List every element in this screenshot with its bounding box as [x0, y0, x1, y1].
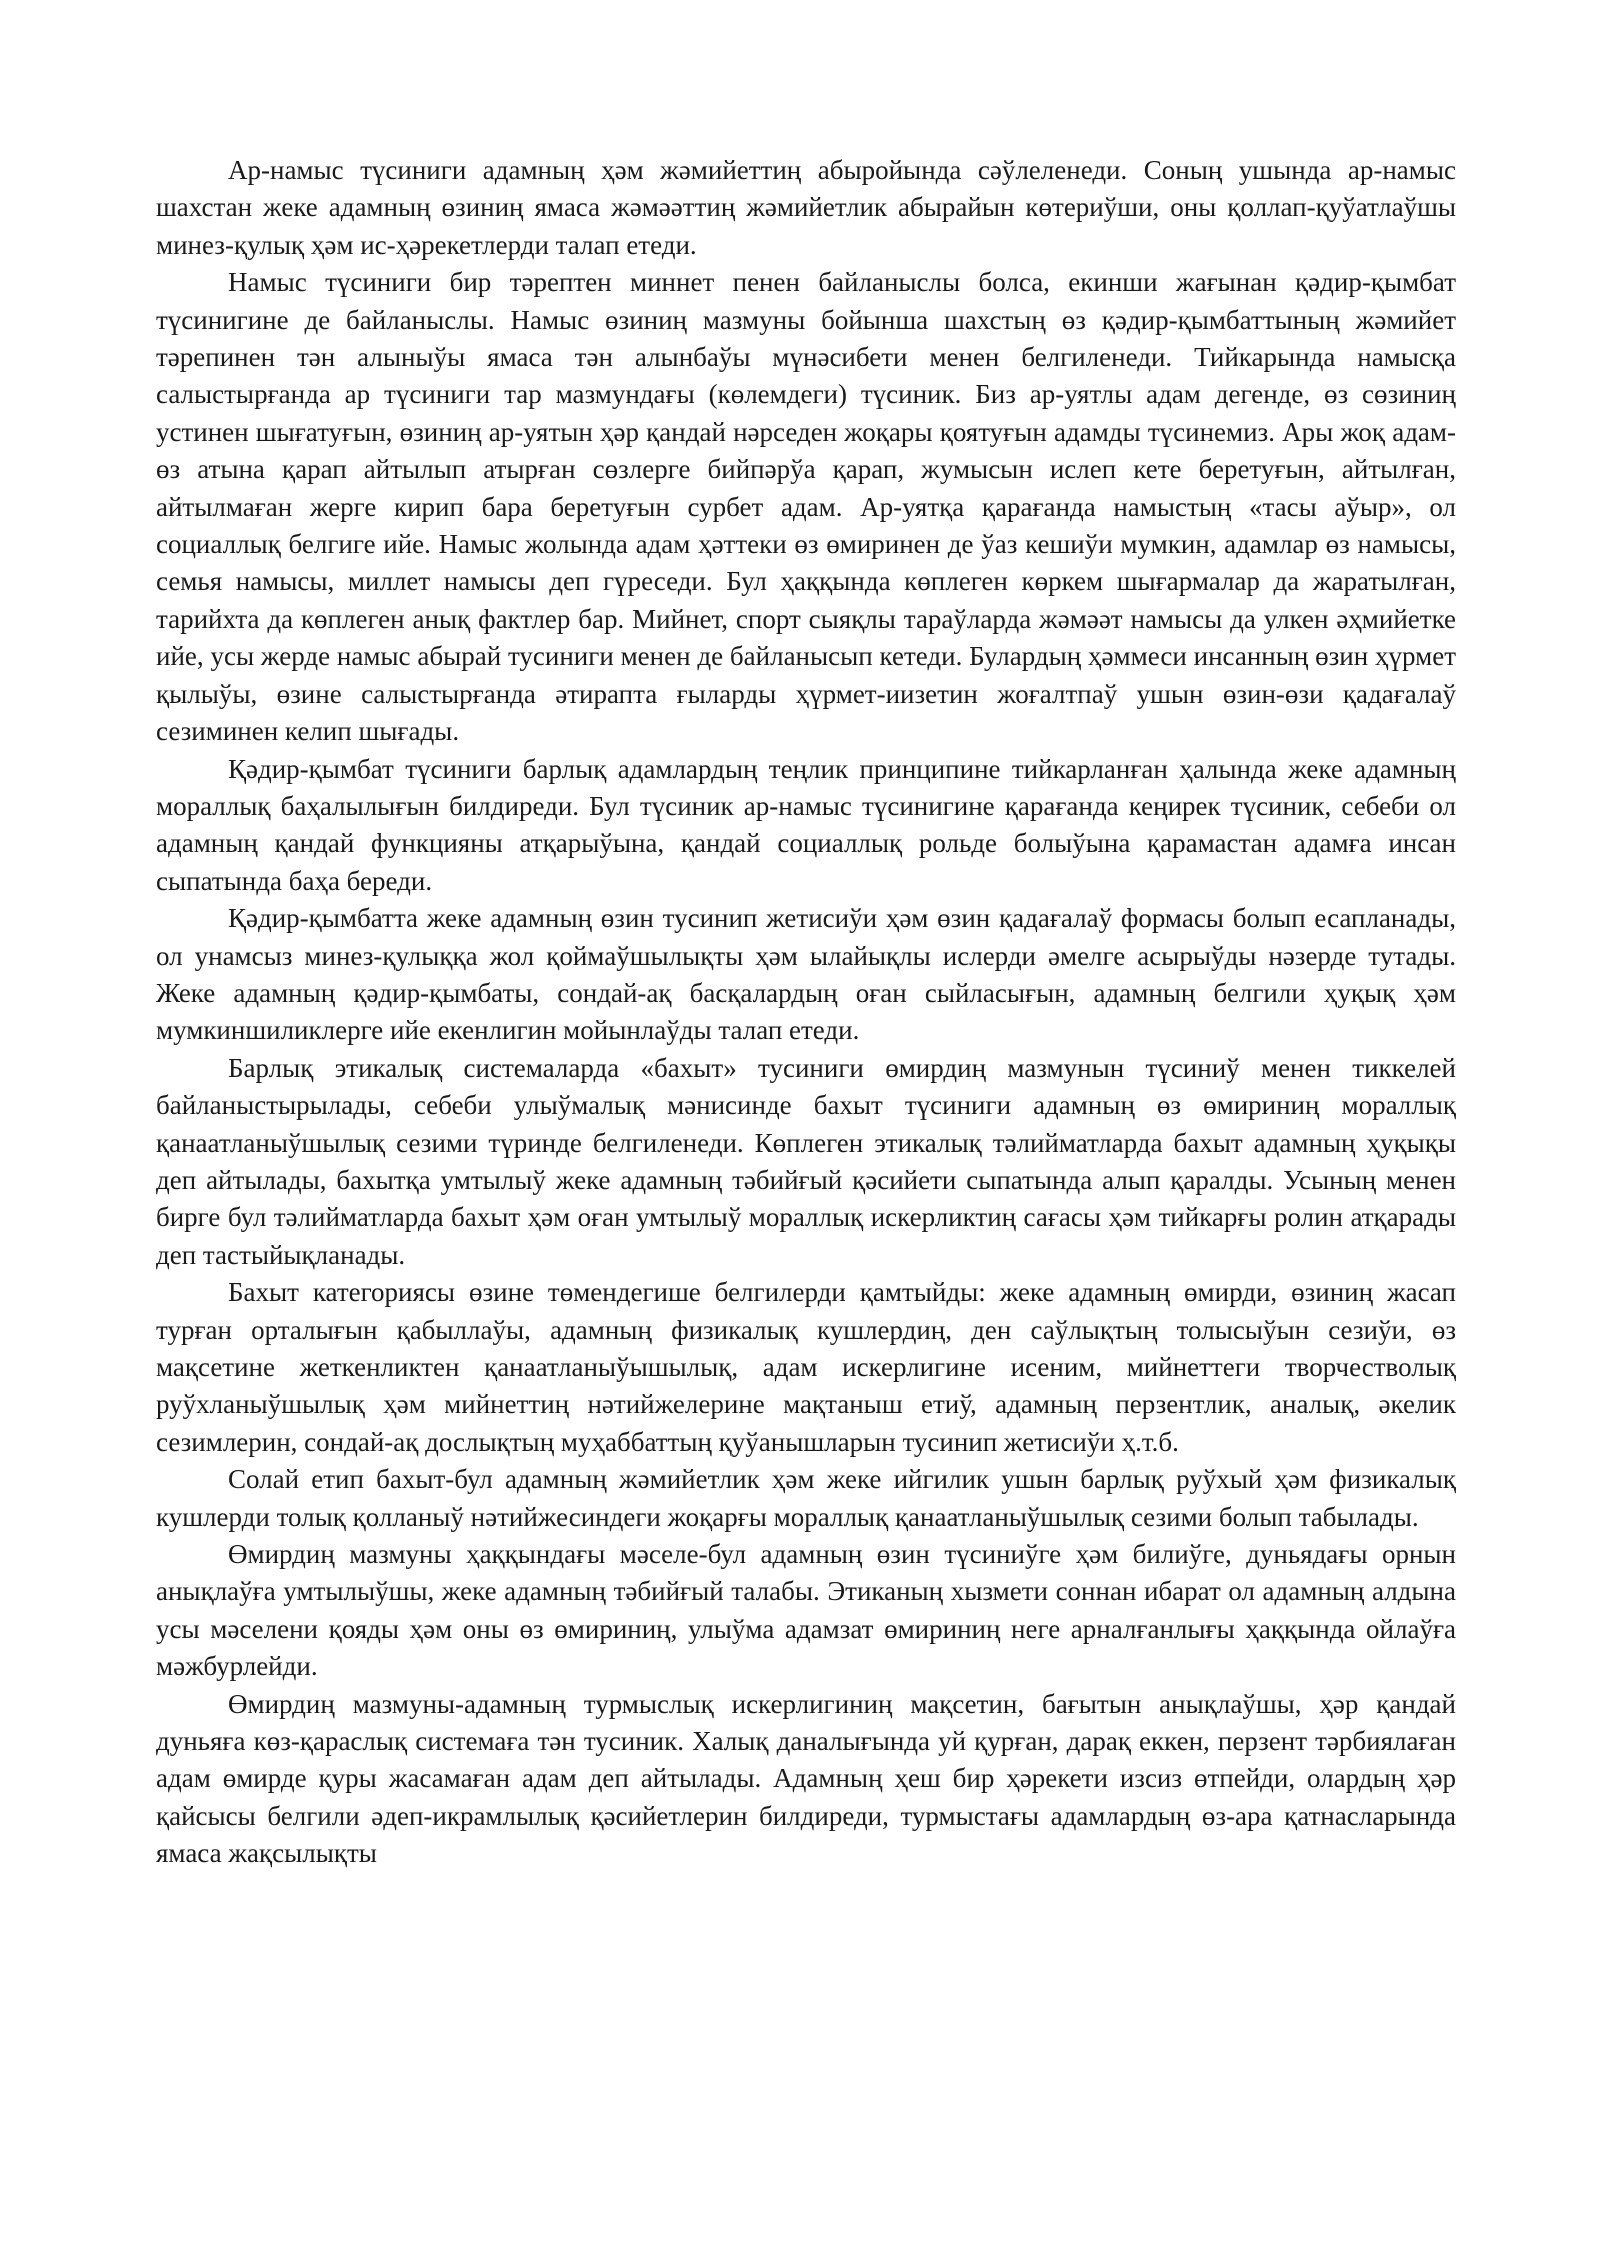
paragraph-happiness: Барлық этикалық системаларда «бахыт» тусиниги өмирдиң мазмунын түсиниў менен тиккелей байланыстырылады, себеби улыўмалық мәнисинде бахыт түсиниги адамның өз өмириниң мораллық қанаатланыўшылық сезими түринде белгиленеди. Көплеген этикалық тәлийматларда бахыт адамның ҳуқықы деп айтылады, бахытқа умтылыў жеке адамның тәбийғый қәсийети сыпатында алып қаралды. Усының менен бирге бул тәлийматларда бахыт ҳәм оған умтылыў мораллық искерликтиң сағасы ҳәм тийкарғы ролин атқарады деп тастыйықланады. [156, 1052, 1456, 1270]
paragraph-happiness-summary: Солай етип бахыт-бул адамның жәмийетлик ҳәм жеке ийгилик ушын барлық руўхый ҳәм физикалық кушлерди толық қолланыў нәтийжесиндеги жоқарғы мораллық қанаатланыўшылық сезими болып табылады. [156, 1464, 1456, 1532]
paragraph-dignity: Қәдир-қымбат түсиниги барлық адамлардың теңлик принципине тийкарланған ҳалында жеке адамның мораллық баҳалылығын билдиреди. Бул түсиник ар-намыс түсинигине қарағанда кеңирек түсиник, себеби ол адамның қандай функцияны атқарыўына, қандай социаллық рольде болыўына қарамастан адамға инсан сыпатында баҳа береди. [156, 753, 1456, 896]
paragraph-life-purpose: Өмирдиң мазмуны-адамның турмыслық искерлигиниң мақсетин, бағытын анықлаўшы, ҳәр қандай дуньяға көз-қараслық системаға тән тусиник. Халық даналығында уй қурған, дарақ еккен, перзент тәрбиялаған адам өмирде қуры жасамаған адам деп айтылады. Адамның ҳеш бир ҳәрекети изсиз өтпейди, олардың ҳәр қайсысы белгили әдеп-икрамлылық қәсийетлерин билдиреди, турмыстағы адамлардың өз-ара қатнасларында ямаса жақсылықты [156, 1688, 1456, 1869]
paragraph-honor: Ар-намыс түсиниги адамның ҳәм жәмийеттиң абыройында сәўлеленеди. Соның ушында ар-намыс шахстан жеке адамның өзиниң ямаса жәмәәттиң жәмийетлик абырайын көтериўши, оны қоллап-қуўатлаўшы минез-қулық ҳәм ис-ҳәрекетлерди талап етеди. [156, 155, 1456, 260]
paragraph-happiness-category: Бахыт категориясы өзине төмендегише белгилерди қамтыйды: жеке адамның өмирди, өзиниң жасап турған орталығын қабыллаўы, адамның физикалық кушлердиң, ден саўлықтың толысыўын сезиўи, өз мақсетине жеткенликтен қанаатланыўышылық, адам искерлигине исеним, мийнеттеги творчестволық руўхланыўшылық ҳәм мийнеттиң нәтийжелерине мақтаныш етиў, адамның перзентлик, аналық, әкелик сезимлерин, сондай-ақ дослықтың муҳаббаттың қуўанышларын тусинип жетисиўи ҳ.т.б. [156, 1277, 1456, 1457]
document-page [156, 152, 1456, 1873]
paragraph-namys: Намыс түсиниги бир тәрептен миннет пенен байланыслы болса, екинши жағынан қәдир-қымбат түсинигине де байланыслы. Намыс өзиниң мазмуны бойынша шахстың өз қәдир-қымбаттының жәмийет тәрепинен тән алыныўы ямаса тән алынбаўы мүнәсибети менен белгиленеди. Тийкарында намысқа салыстырғанда ар түсиниги тар мазмундағы (көлемдеги) түсиник. Биз ар-уятлы адам дегенде, өз сөзиниң устинен шығатуғын, өзиниң ар-уятын ҳәр қандай нәрседен жоқары қоятуғын адамды түсинемиз. Ары жоқ адам-өз атына қарап айтылып атырған сөзлерге бийпәрўа қарап, жумысын ислеп кете беретуғын, айтылған, айтылмаған жерге кирип бара беретуғын сурбет адам. Ар-уятқа қарағанда намыстың «тасы аўыр», ол социаллық белгиге ийе. Намыс жолында адам ҳәттеки өз өмиринен де ўаз кешиўи мумкин, адамлар өз намысы, семья намысы, миллет намысы деп гүреседи. Бул ҳаққында көплеген көркем шығармалар да жаратылған, тарийхта да көплеген анық фактлер бар. Мийнет, спорт сыяқлы тараўларда жәмәәт намысы да улкен әҳмийетке ийе, усы жерде намыс абырай тусиниги менен де байланысып кетеди. Булардың ҳәммеси инсанның өзин ҳүрмет қылыўы, өзине салыстырғанда әтирапта ғыларды ҳүрмет-иизетин жоғалтпаў ушын өзин-өзи қадағалаў сезиминен келип шығады. [156, 267, 1456, 747]
paragraph-self-awareness: Қәдир-қымбатта жеке адамның өзин тусинип жетисиўи ҳәм өзин қадағалаў формасы болып есапланады, ол унамсыз минез-қулыққа жол қоймаўшылықты ҳәм ылайықлы ислерди әмелге асырыўды нәзерде тутады. Жеке адамның қәдир-қымбаты, сондай-ақ басқалардың оған сыйласығын, адамның белгили ҳуқық ҳәм мумкиншиликлерге ийе екенлигин мойынлаўды талап етеди. [156, 903, 1456, 1046]
paragraph-meaning-of-life: Өмирдиң мазмуны ҳаққындағы мәселе-бул адамның өзин түсиниўге ҳәм билиўге, дуньядағы орнын анықлаўға умтылыўшы, жеке адамның тәбийғый талабы. Этиканың хызмети соннан ибарат ол адамның алдына усы мәселени қояды ҳәм оны өз өмириниң, улыўма адамзат өмириниң неге арналғанлығы ҳаққында ойлаўға мәжбурлейди. [156, 1539, 1456, 1682]
